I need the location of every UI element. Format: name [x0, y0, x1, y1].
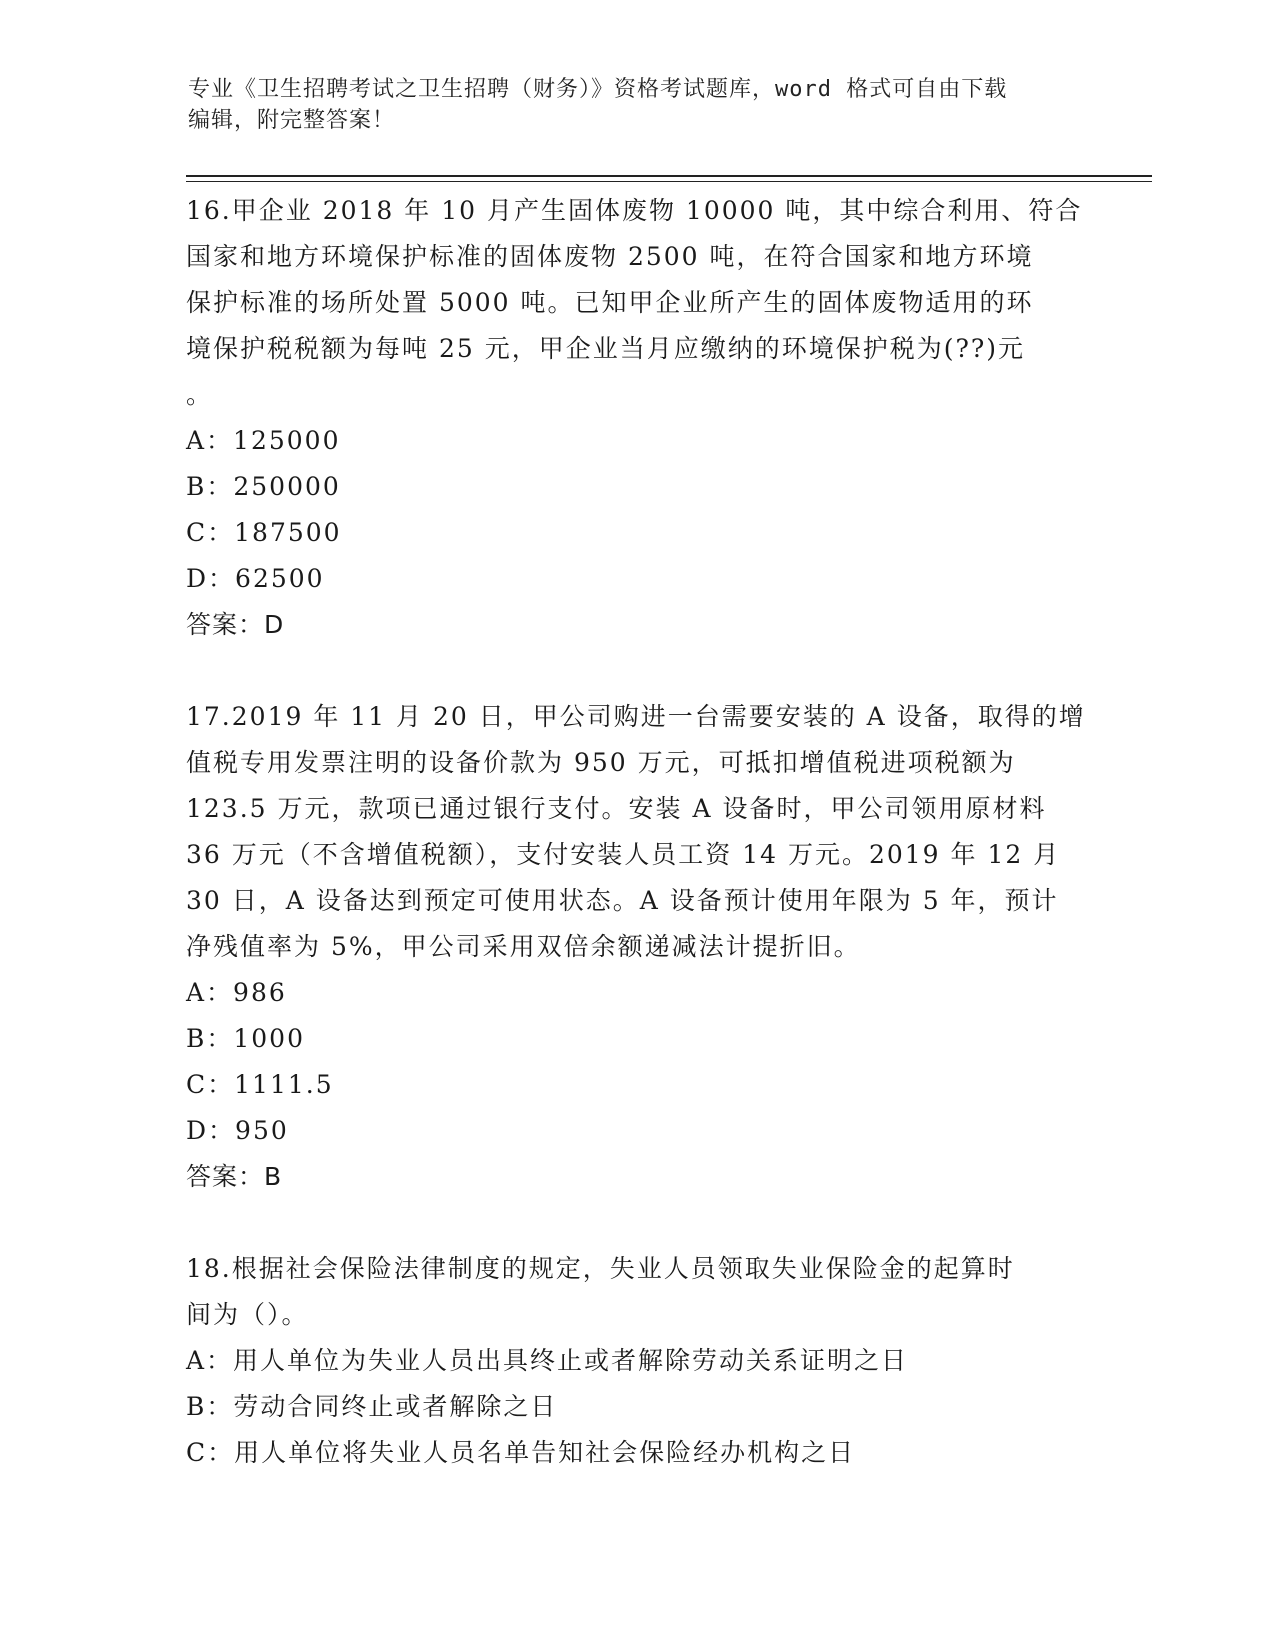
question-17-option-b: B：1000 — [186, 1024, 305, 1053]
question-list — [186, 188, 1086, 1476]
question-spacer — [186, 648, 1086, 694]
question-16-line-2: 国家和地方环境保护标准的固体废物 2500 吨，在符合国家和地方环境 — [186, 242, 1034, 271]
document-header — [188, 74, 1068, 136]
question-18-line-2: 间为（）。 — [186, 1300, 309, 1329]
question-16-line-3: 保护标准的场所处置 5000 吨。已知甲企业所产生的固体废物适用的环 — [186, 288, 1034, 317]
question-17-option-c: C：1111.5 — [186, 1070, 334, 1099]
question-16-option-a: A：125000 — [186, 426, 341, 455]
question-17-line-4: 36 万元（不含增值税额），支付安装人员工资 14 万元。2019 年 12 月 — [186, 840, 1061, 869]
question-18-line-1: 18.根据社会保险法律制度的规定，失业人员领取失业保险金的起算时 — [186, 1254, 1015, 1283]
question-17-option-d: D：950 — [186, 1116, 289, 1145]
question-16-option-b: B：250000 — [186, 472, 341, 501]
question-16-line-5: 。 — [186, 380, 214, 409]
question-16-line-4: 境保护税税额为每吨 25 元，甲企业当月应缴纳的环境保护税为(??)元 — [186, 334, 1026, 363]
question-18-option-c: C：用人单位将失业人员名单告知社会保险经办机构之日 — [186, 1438, 856, 1467]
question-17-answer: 答案：B — [186, 1162, 283, 1191]
header-divider-thin — [186, 181, 1152, 182]
question-18-option-b: B：劳动合同终止或者解除之日 — [186, 1392, 558, 1421]
question-17-line-5: 30 日，A 设备达到预定可使用状态。A 设备预计使用年限为 5 年，预计 — [186, 886, 1059, 915]
question-17-line-2: 值税专用发票注明的设备价款为 950 万元，可抵扣增值税进项税额为 — [186, 748, 1016, 777]
question-16-option-c: C：187500 — [186, 518, 342, 547]
question-16-option-d: D：62500 — [186, 564, 325, 593]
question-18 — [186, 1246, 1086, 1476]
question-17-line-1: 17.2019 年 11 月 20 日，甲公司购进一台需要安装的 A 设备，取得的增 — [186, 702, 1086, 731]
question-17-line-6: 净残值率为 5%，甲公司采用双倍余额递减法计提折旧。 — [186, 932, 861, 961]
question-16 — [186, 188, 1086, 648]
header-divider-thick — [186, 175, 1152, 177]
question-16-answer: 答案：D — [186, 610, 285, 639]
question-18-option-a: A：用人单位为失业人员出具终止或者解除劳动关系证明之日 — [186, 1346, 909, 1375]
question-17-line-3: 123.5 万元，款项已通过银行支付。安装 A 设备时，甲公司领用原材料 — [186, 794, 1047, 823]
header-line-2: 编辑，附完整答案！ — [188, 108, 396, 133]
question-17-option-a: A：986 — [186, 978, 287, 1007]
question-16-line-1: 16.甲企业 2018 年 10 月产生固体废物 10000 吨，其中综合利用、符合 — [186, 196, 1083, 225]
question-17 — [186, 694, 1086, 1200]
header-line-1: 专业《卫生招聘考试之卫生招聘（财务）》资格考试题库，word 格式可自由下载 — [188, 77, 1008, 102]
question-spacer — [186, 1200, 1086, 1246]
